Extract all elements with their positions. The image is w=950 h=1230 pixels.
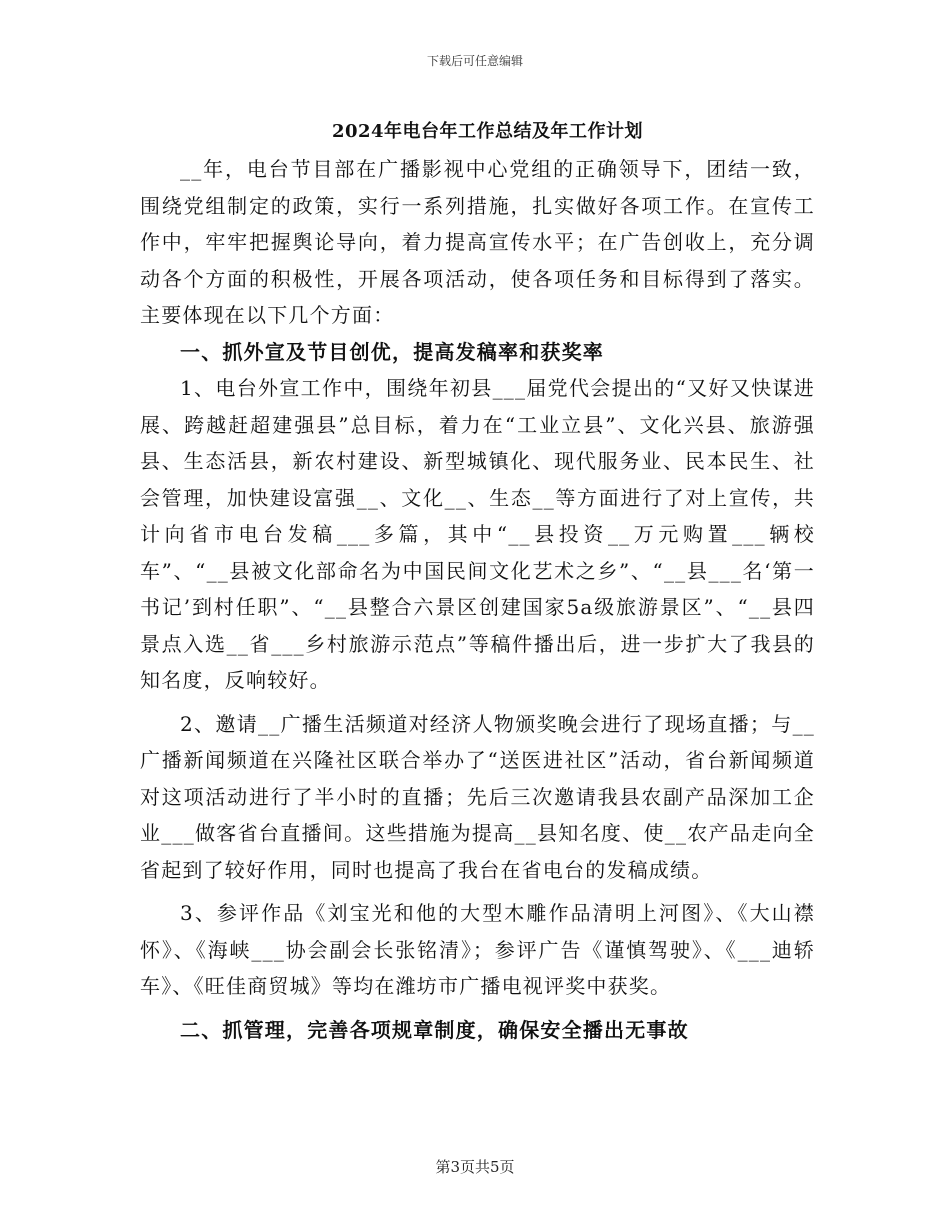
- section-1-paragraph-2: 2、邀请__广播生活频道对经济人物颁奖晚会进行了现场直播；与__广播新闻频道在兴隆社区联合举办了“送医进社区”活动，省台新闻频道对这项活动进行了半小时的直播；先后三次邀请我县农副产品深加工企业___做客省台直播间。这些措施为提高__县知名度、使__农产品走向全省起到了较好作用，同时也提高了我台在省电台的发稿成绩。: [140, 711, 815, 882]
- page-header-note: 下载后可任意编辑: [426, 54, 523, 68]
- section-1-heading: 一、抓外宣及节目创优，提高发稿率和获奖率: [180, 339, 604, 364]
- document-title: 2024年电台年工作总结及年工作计划: [331, 121, 644, 142]
- document-body: [140, 113, 815, 1048]
- section-2-heading: 二、抓管理，完善各项规章制度，确保安全播出无事故: [180, 1017, 689, 1042]
- intro-paragraph: __年，电台节目部在广播影视中心党组的正确领导下，团结一致，围绕党组制定的政策，实行一系列措施，扎实做好各项工作。在宣传工作中，牢牢把握舆论导向，着力提高宣传水平；在广告创收上，充分调动各个方面的积极性，开展各项活动，使各项任务和目标得到了落实。主要体现在以下几个方面：: [140, 157, 815, 327]
- page-number: 第3页共5页: [435, 1158, 515, 1176]
- section-1-paragraph-1: 1、电台外宣工作中，围绕年初县___届党代会提出的“又好又快谋进展、跨越赶超建强县”总目标，着力在“工业立县”、文化兴县、旅游强县、生态活县，新农村建设、新型城镇化、现代服务业、民本民生、社会管理，加快建设富强__、文化__、生态__等方面进行了对上宣传，共计向省市电台发稿___多篇，其中“__县投资__万元购置___辆校车”、“__县被文化部命名为中国民间文化艺术之乡”、“__县___名‘第一书记’到村任职”、“__县整合六景区创建国家5a级旅游景区”、“__县四景点入选__省___乡村旅游示范点”等稿件播出后，进一步扩大了我县的知名度，反响较好。: [140, 376, 815, 692]
- section-1-paragraph-3: 3、参评作品《刘宝光和他的大型木雕作品清明上河图》、《大山襟怀》、《海峡___协会副会长张铭清》；参评广告《谨慎驾驶》、《___迪轿车》、《旺佳商贸城》等均在潍坊市广播电视评奖中获奖。: [140, 901, 815, 998]
